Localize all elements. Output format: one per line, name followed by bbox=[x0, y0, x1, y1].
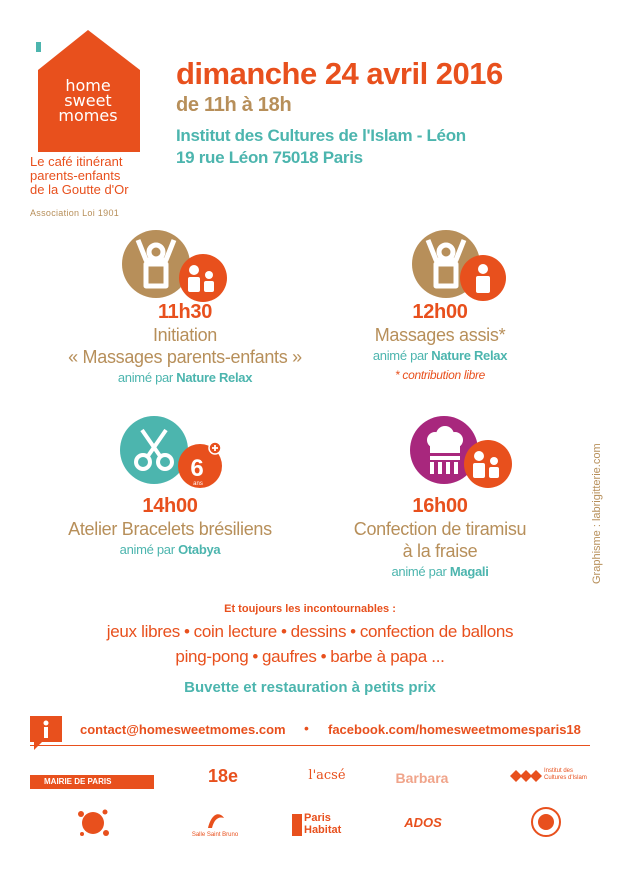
scissors-icon bbox=[118, 414, 228, 494]
always-list-line-1: jeux libres • coin lecture • dessins • confection de ballons bbox=[106, 622, 514, 641]
salle-saint-bruno-logo: Salle Saint Bruno bbox=[191, 832, 239, 838]
salle-saint-bruno-icon bbox=[204, 810, 228, 832]
acse-logo: l'acsé bbox=[308, 768, 346, 783]
info-icon bbox=[30, 716, 62, 752]
ici-logo-text: Institut des Cultures d'Islam bbox=[544, 768, 587, 781]
activity-host: animé par Nature Relax bbox=[372, 348, 508, 363]
venue-address: 19 rue Léon 75018 Paris bbox=[176, 148, 363, 167]
activity-title: « Massages parents-enfants » bbox=[68, 347, 302, 367]
activity-title: Initiation bbox=[152, 325, 218, 345]
activity-title: Confection de tiramisu bbox=[353, 519, 527, 539]
contact-email-link[interactable]: contact@homesweetmomes.com bbox=[80, 722, 286, 737]
activity-time: 12h00 bbox=[412, 301, 468, 323]
activity-2 bbox=[320, 300, 560, 384]
age-badge-unit: ans bbox=[193, 481, 203, 487]
tagline: Le café itinérant parents-enfants de la Goutte d'Or bbox=[30, 154, 129, 197]
activity-time: 16h00 bbox=[412, 495, 468, 517]
paris-habitat-mark bbox=[292, 814, 302, 836]
svg-text:Graphisme : labrigitterie.com: Graphisme : labrigitterie.com bbox=[591, 443, 603, 584]
contact-separator: • bbox=[304, 720, 309, 736]
massage-icon bbox=[120, 228, 230, 308]
activity-time: 11h30 bbox=[157, 301, 213, 323]
venue-name: Institut des Cultures de l'Islam - Léon bbox=[176, 126, 466, 145]
facebook-link[interactable]: facebook.com/homesweetmomesparis18 bbox=[328, 722, 581, 737]
event-hours: de 11h à 18h bbox=[176, 94, 292, 116]
association-label: Association Loi 1901 bbox=[30, 208, 120, 218]
splash-logo-icon bbox=[76, 806, 110, 840]
event-date: dimanche 24 avril 2016 bbox=[176, 56, 503, 91]
massage-icon bbox=[410, 228, 520, 308]
activity-4 bbox=[320, 494, 560, 582]
activity-time: 14h00 bbox=[142, 495, 198, 517]
contact-bar bbox=[30, 716, 590, 746]
activity-host: animé par Magali bbox=[391, 564, 489, 579]
ici-logo-icon bbox=[508, 764, 542, 788]
chef-hat-icon bbox=[408, 414, 518, 494]
round-seal-logo-icon bbox=[530, 806, 562, 838]
age-badge-number: 6 bbox=[190, 455, 204, 482]
activity-title: à la fraise bbox=[402, 541, 478, 561]
activity-title: Atelier Bracelets brésiliens bbox=[68, 519, 272, 539]
always-list-line-2: ping-pong • gaufres • barbe à papa ... bbox=[175, 647, 445, 666]
logo-wordmark: home sweet momes bbox=[58, 76, 118, 125]
always-heading: Et toujours les incontournables : bbox=[224, 603, 396, 615]
activity-3 bbox=[20, 494, 320, 560]
activity-host: animé par Otabya bbox=[119, 542, 221, 557]
barbara-logo: Barbara bbox=[395, 770, 449, 786]
refreshments-note: Buvette et restauration à petits prix bbox=[184, 679, 436, 696]
ados-logo: ADOS bbox=[404, 815, 442, 830]
activity-host: animé par Nature Relax bbox=[117, 370, 253, 385]
activity-note: * contribution libre bbox=[394, 368, 486, 382]
graphic-design-credit bbox=[586, 436, 606, 586]
mairie-de-paris-logo: MAIRIE DE PARIS bbox=[30, 775, 154, 789]
activity-1 bbox=[40, 300, 330, 388]
paris-habitat-logo: Paris Habitat bbox=[304, 812, 342, 836]
activity-title: Massages assis* bbox=[374, 325, 506, 345]
mairie-18-logo: 18e bbox=[208, 766, 239, 786]
